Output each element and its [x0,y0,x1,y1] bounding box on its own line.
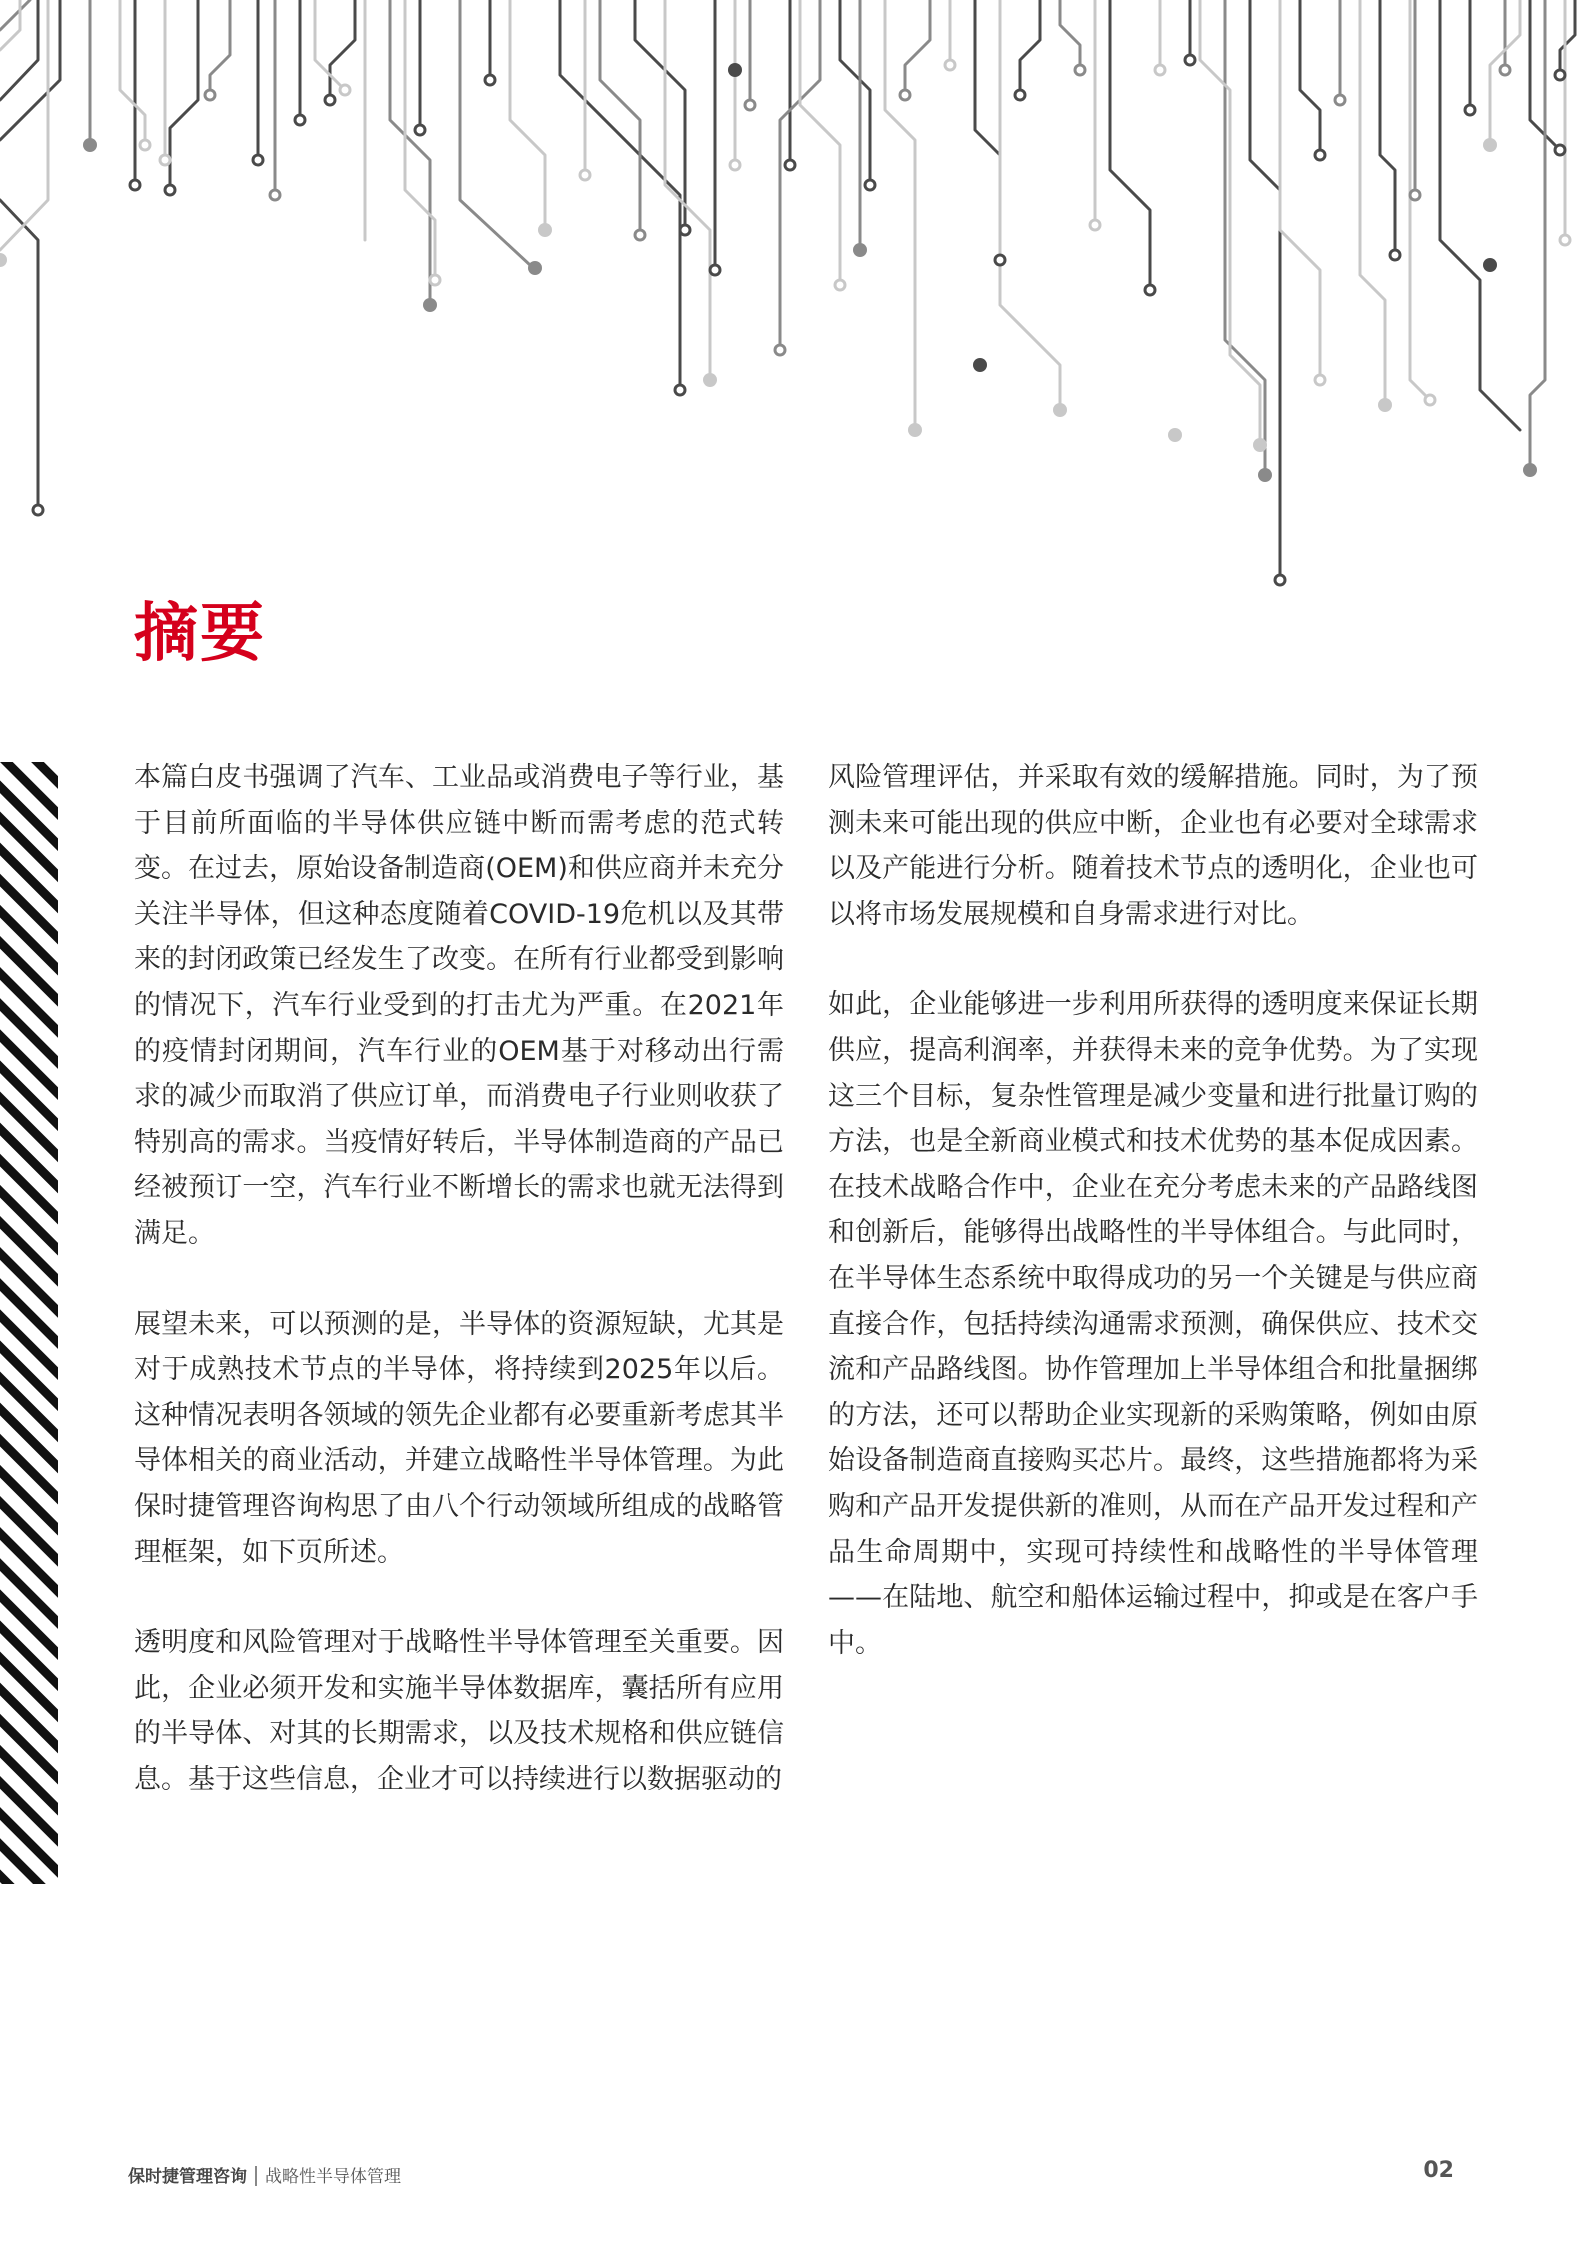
body-column-right [828,755,1478,1711]
page-footer [128,2162,401,2187]
footer-brand: 保时捷管理咨询 [128,2167,247,2187]
body-column-left [134,755,784,1847]
circuit-board-graphic [0,0,1586,600]
page-number: 02 [1423,2158,1454,2183]
footer-divider [255,2166,257,2186]
paragraph-intro: 本篇白皮书强调了汽车、工业品或消费电子等行业，基于目前所面临的半导体供应链中断而需考虑的范式转变。在过去，原始设备制造商(OEM)和供应商并未充分关注半导体，但这种态度随着COVID-19危机以及其带来的封闭政策已经发生了改变。在所有行业都受到影响的情况下，汽车行业受到的打击尤为严重。在2021年的疫情封闭期间，汽车行业的OEM基于对移动出行需求的减少而取消了供应订单，而消费电子行业则收获了特别高的需求。当疫情好转后，半导体制造商的产品已经被预订一空，汽车行业不断增长的需求也就无法得到满足。 [134,762,784,1249]
paragraph-strategic-measures: 如此，企业能够进一步利用所获得的透明度来保证长期供应，提高利润率，并获得未来的竞争优势。为了实现这三个目标，复杂性管理是减少变量和进行批量订购的方法，也是全新商业模式和技术优势的基本促成因素。在技术战略合作中，企业在充分考虑未来的产品路线图和创新后，能够得出战略性的半导体组合。与此同时，在半导体生态系统中取得成功的另一个关键是与供应商直接合作，包括持续沟通需求预测，确保供应、技术交流和产品路线图。协作管理加上半导体组合和批量捆绑的方法，还可以帮助企业实现新的采购策略，例如由原始设备制造商直接购买芯片。最终，这些措施都将为采购和产品开发提供新的准则，从而在产品开发过程和产品生命周期中，实现可持续性和战略性的半导体管理——在陆地、航空和船体运输过程中，抑或是在客户手中。 [828,989,1478,1659]
paragraph-outlook: 展望未来，可以预测的是，半导体的资源短缺，尤其是对于成熟技术节点的半导体，将持续到2025年以后。这种情况表明各领域的领先企业都有必要重新考虑其半导体相关的商业活动，并建立战略性半导体管理。为此保时捷管理咨询构思了由八个行动领域所组成的战略管理框架，如下页所述。 [134,1308,784,1568]
page-title: 摘要 [134,597,266,671]
paragraph-transparency: 透明度和风险管理对于战略性半导体管理至关重要。因此，企业必须开发和实施半导体数据库，囊括所有应用的半导体、对其的长期需求，以及技术规格和供应链信息。基于这些信息，企业才可以持续进行以数据驱动的 [134,1627,784,1795]
footer-subtitle: 战略性半导体管理 [265,2167,401,2187]
paragraph-risk-management: 风险管理评估，并采取有效的缓解措施。同时，为了预测未来可能出现的供应中断，企业也有必要对全球需求以及产能进行分析。随着技术节点的透明化，企业也可以将市场发展规模和自身需求进行对比。 [828,762,1478,930]
diagonal-stripe-bar [0,762,58,1884]
